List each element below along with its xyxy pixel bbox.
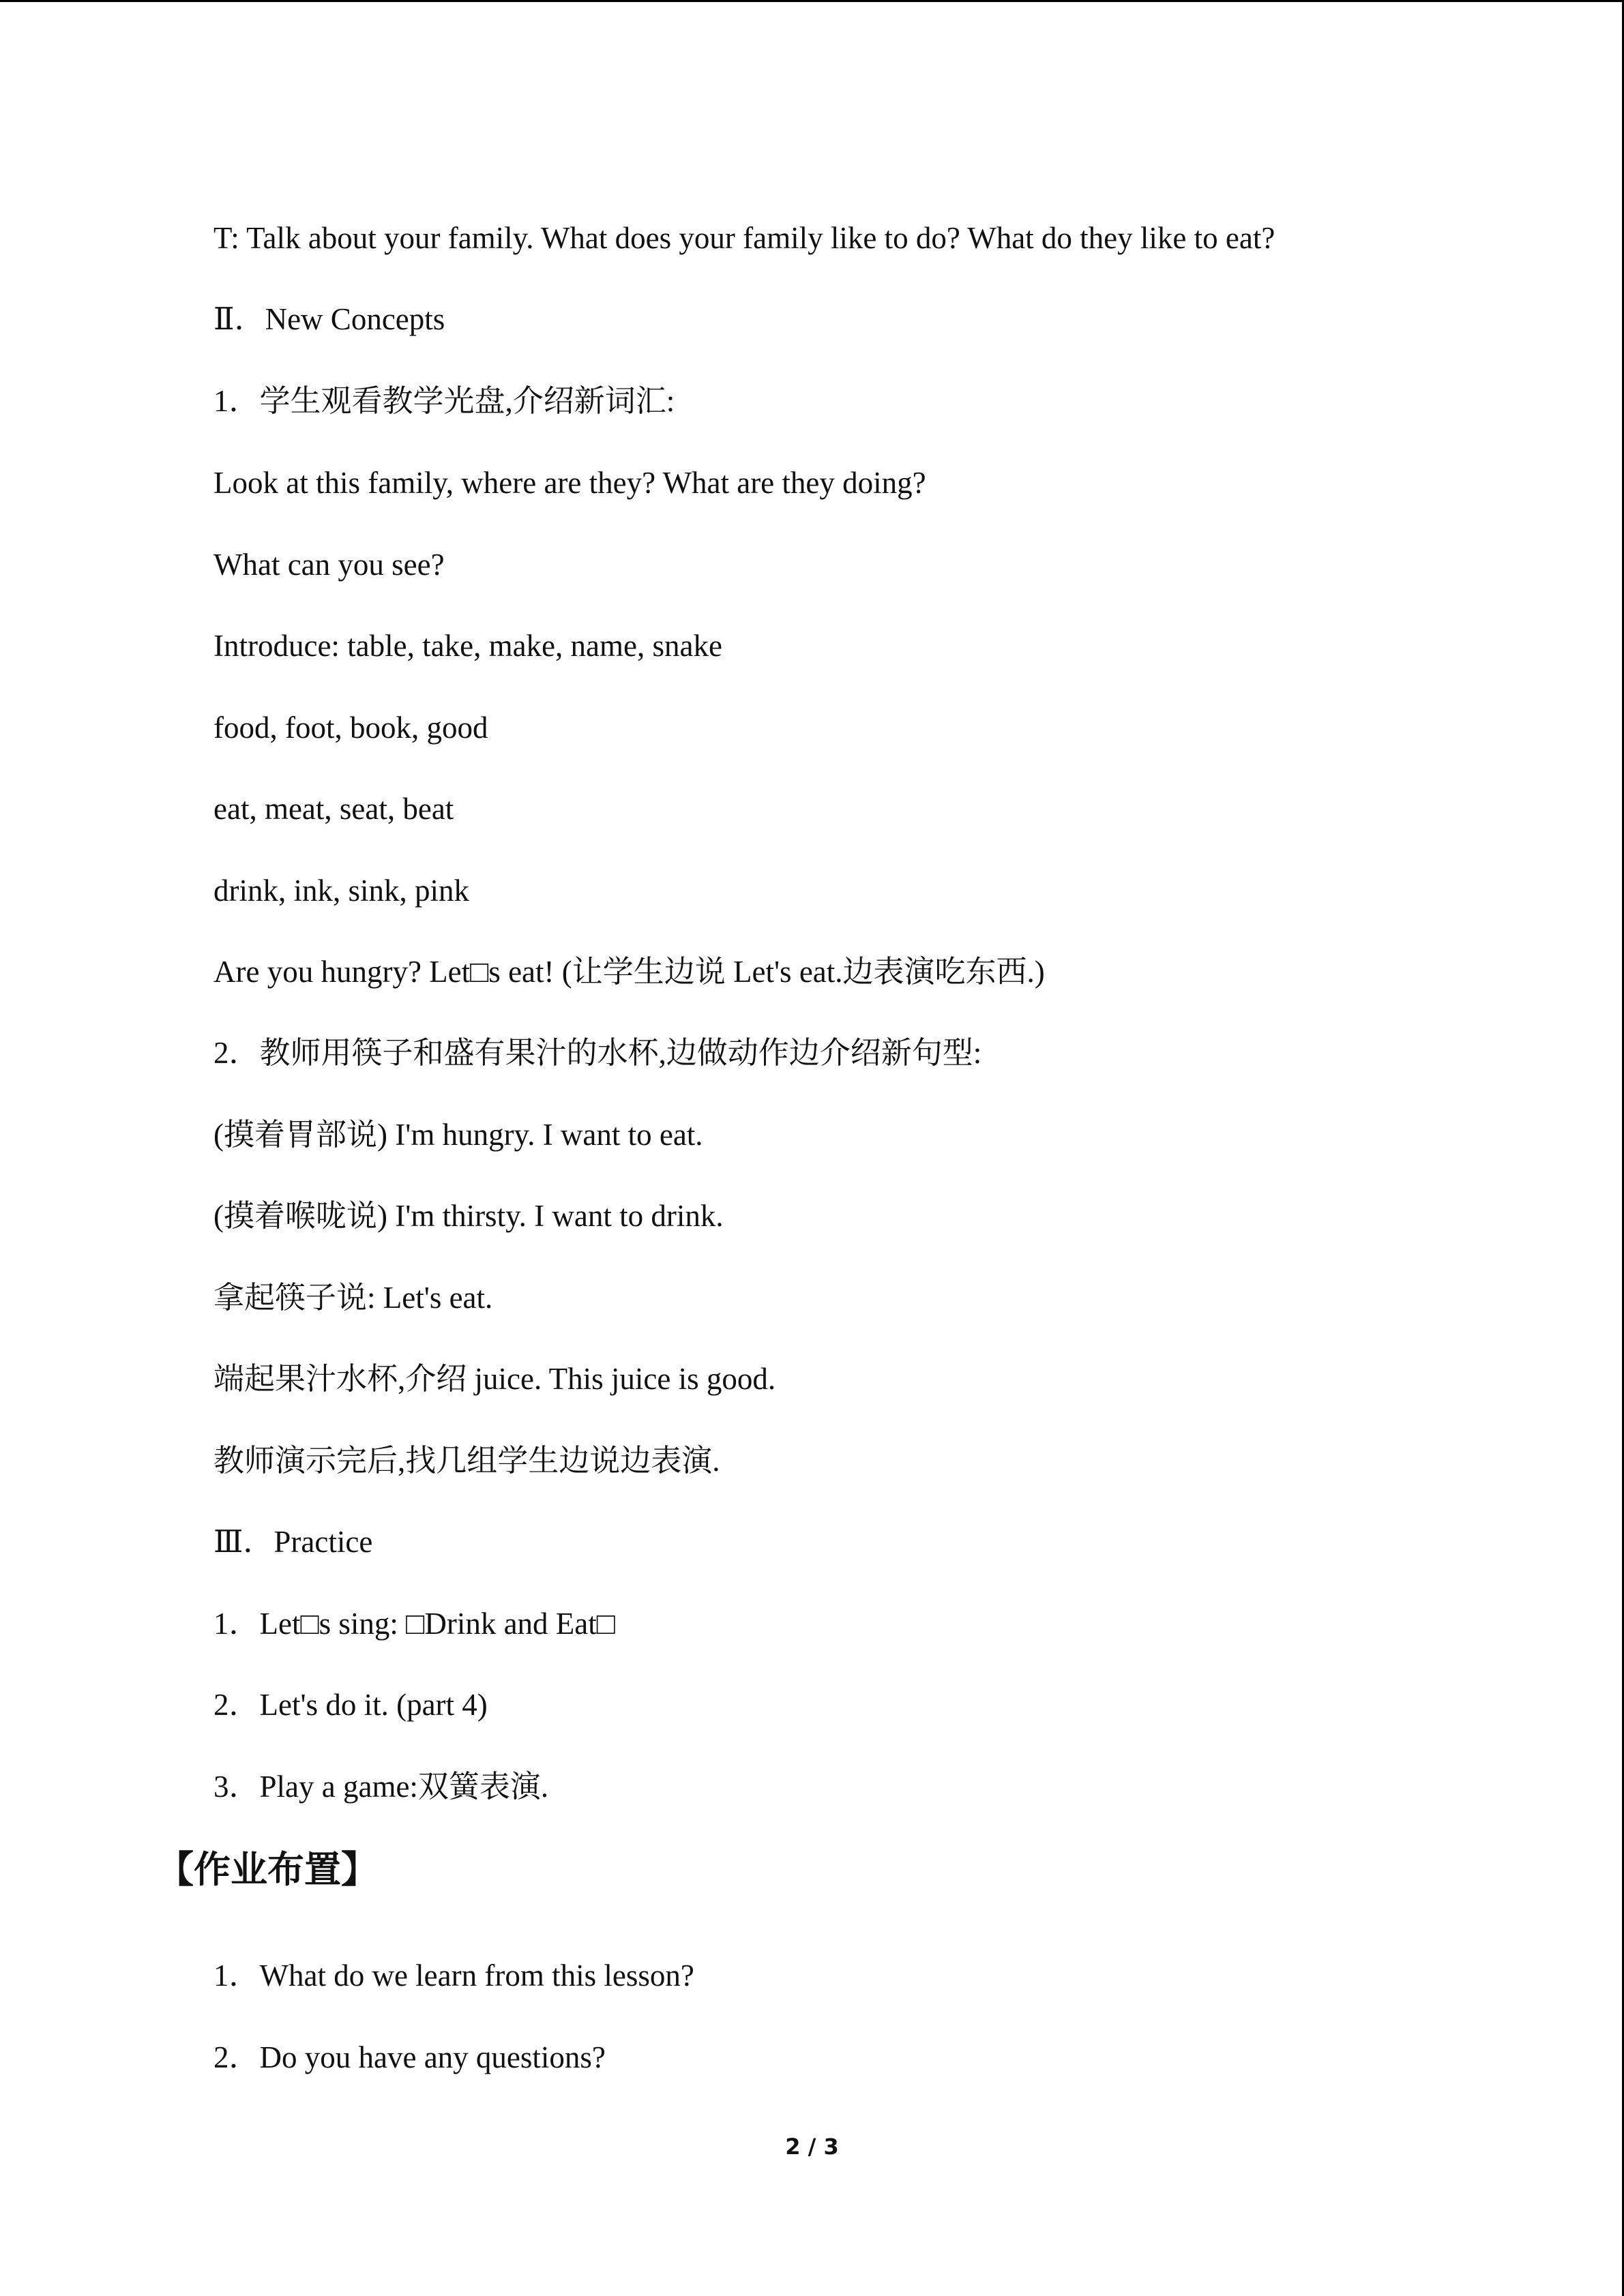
text-line-teacher-demo: 2．教师用筷子和盛有果汁的水杯,边做动作边介绍新句型:	[213, 1036, 982, 1070]
text-line-new-vocabulary: 1．学生观看教学光盘,介绍新词汇:	[213, 384, 675, 418]
text-line-im-thirsty: (摸着喉咙说) I'm thirsty. I want to drink.	[213, 1199, 724, 1233]
text-line-lets-sing: 1．Let□s sing: □Drink and Eat□	[213, 1607, 615, 1641]
homework-line-learn: 1．What do we learn from this lesson?	[213, 1958, 694, 1993]
text-line-introduce-words: Introduce: table, take, make, name, snake	[213, 629, 722, 663]
text-line-lets-eat: 拿起筷子说: Let's eat.	[213, 1281, 493, 1315]
text-line-talk-family: T: Talk about your family. What does your family like to do? What do they like to eat?	[213, 221, 1275, 255]
homework-heading: 【作业布置】	[157, 1848, 378, 1891]
text-line-play-a-game: 3．Play a game:双簧表演.	[213, 1770, 549, 1804]
top-border	[0, 0, 1624, 2]
section-heading-practice: Ⅲ．Practice	[213, 1525, 373, 1559]
section-heading-new-concepts: Ⅱ．New Concepts	[213, 302, 445, 336]
text-line-are-you-hungry: Are you hungry? Let□s eat! (让学生边说 Let's eat.边表演吃东西.)	[213, 955, 1045, 989]
text-line-eat-words: eat, meat, seat, beat	[213, 792, 454, 826]
text-line-what-can-you-see: What can you see?	[213, 548, 445, 582]
page-number: 2 / 3	[785, 2134, 839, 2160]
text-line-students-perform: 教师演示完后,找几组学生边说边表演.	[213, 1444, 720, 1478]
text-line-food-words: food, foot, book, good	[213, 711, 488, 745]
text-line-im-hungry: (摸着胃部说) I'm hungry. I want to eat.	[213, 1118, 703, 1152]
text-line-juice: 端起果汁水杯,介绍 juice. This juice is good.	[213, 1362, 776, 1396]
homework-line-questions: 2．Do you have any questions?	[213, 2040, 606, 2074]
text-line-lets-do-it: 2．Let's do it. (part 4)	[213, 1688, 488, 1722]
text-line-look-at-family: Look at this family, where are they? What are they doing?	[213, 466, 926, 500]
text-line-drink-words: drink, ink, sink, pink	[213, 874, 470, 908]
